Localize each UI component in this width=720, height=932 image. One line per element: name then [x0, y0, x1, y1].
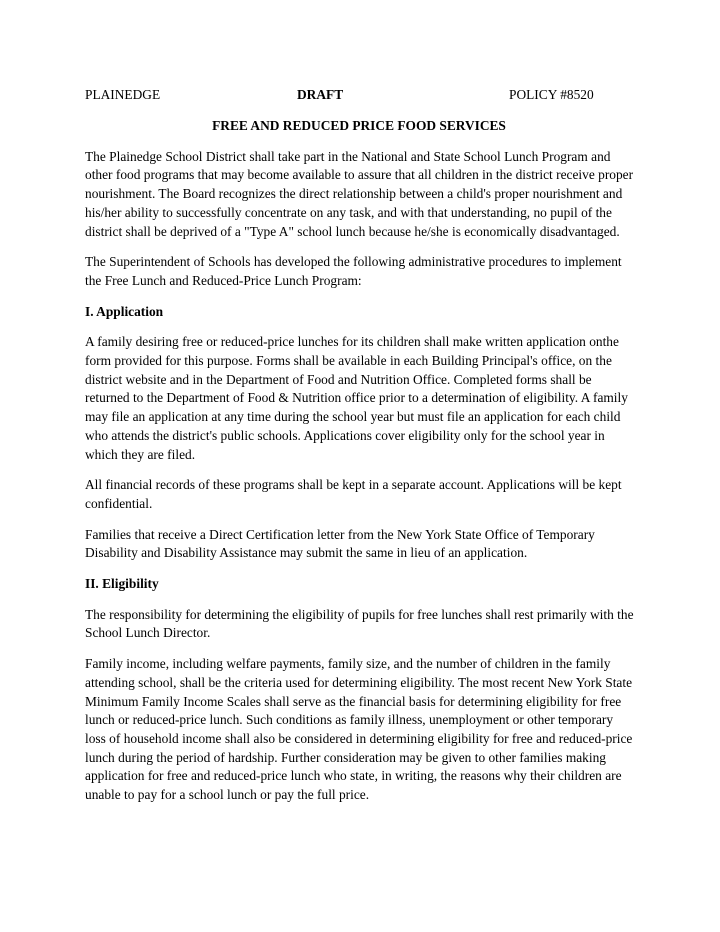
draft-label: DRAFT	[297, 87, 344, 102]
application-paragraph-1: A family desiring free or reduced-price lunches for its children shall make written application onthe form provided for this purpose. Forms shall be available in each Building Principal's office, on the district website and in the Department of Food and Nutrition Office. Completed forms shall be returned to the Department of Food & Nutrition office prior to a determination of eligibility. A family may file an application at any time during the school year but must file an application for each child who attends the district's public schools. Applications cover eligibility only for the school year in which they are filed.	[85, 334, 628, 462]
document-page	[85, 86, 637, 817]
intro-paragraph-2: The Superintendent of Schools has developed the following administrative procedures to implement the Free Lunch and Reduced-Price Lunch Program:	[85, 254, 622, 288]
application-paragraph-3: Families that receive a Direct Certification letter from the New York State Office of Temporary Disability and Disability Assistance may submit the same in lieu of an application.	[85, 526, 595, 561]
application-paragraph-2: All financial records of these programs shall be kept in a separate account. Applications will be kept confidential.	[85, 477, 622, 511]
section-heading-eligibility: II. Eligibility	[85, 576, 159, 592]
document-header	[85, 86, 637, 105]
policy-number: POLICY #8520	[509, 87, 594, 102]
intro-paragraph-1: The Plainedge School District shall take part in the National and State School Lunch Program and other food programs that may become available to assure that all children in the district receive proper nourishment. The Board recognizes the direct relationship between a child's proper nourishment and his/her ability to successfully concentrate on any task, and with that understanding, no pupil of the district shall be deprived of a "Type A" school lunch because he/she is economically disadvantaged.	[85, 148, 634, 239]
section-heading-application: I. Application	[85, 303, 164, 319]
eligibility-paragraph-2: Family income, including welfare payments, family size, and the number of children in the family attending school, shall be the criteria used for determining eligibility. The most recent New York State Minimum Family Income Scales shall serve as the financial basis for determining eligibility for free lunch or reduced-price lunch. Such conditions as family illness, unemployment or other temporary loss of household income shall also be considered in determining eligibility for free and reduced-price lunch during the period of hardship. Further consideration may be given to other families making application for free and reduced-price lunch who state, in writing, the reasons why their children are unable to pay for a school lunch or pay the full price.	[85, 656, 633, 803]
eligibility-paragraph-1: The responsibility for determining the eligibility of pupils for free lunches shall rest primarily with the School Lunch Director.	[85, 606, 634, 641]
document-title: FREE AND REDUCED PRICE FOOD SERVICES	[212, 118, 506, 133]
district-name: PLAINEDGE	[85, 87, 161, 102]
